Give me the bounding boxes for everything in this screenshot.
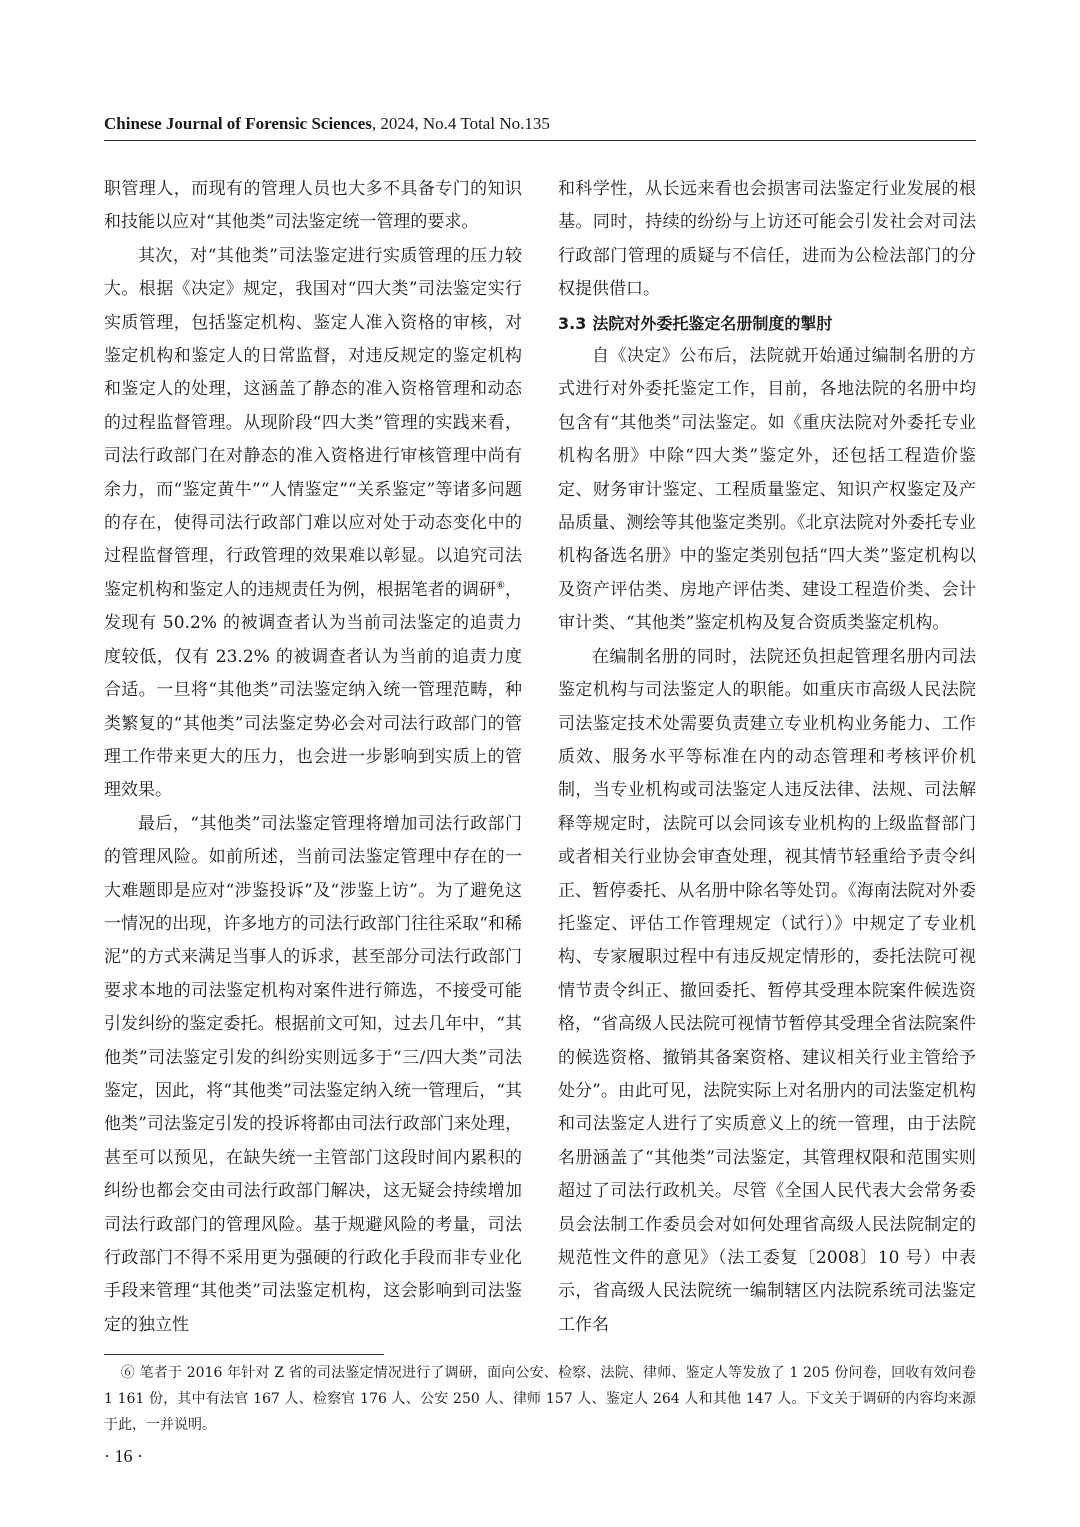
section-title: 法院对外委托鉴定名册制度的掣肘 — [592, 313, 833, 333]
section-number: 3.3 — [558, 313, 587, 333]
left-paragraph-3: 最后，“其他类”司法鉴定管理将增加司法行政部门的管理风险。如前所述，当前司法鉴定管理中存在的一大难题即是应对“涉鉴投诉”及“涉鉴上访”。为了避免这一情况的出现，许多地方的司法行政部门往往采取“和稀泥”的方式来满足当事人的诉求，甚至部分司法行政部门要求本地的司法鉴定机构对案件进行筛选，不接受可能引发纠纷的鉴定委托。根据前文可知，过去几年中，“其他类”司法鉴定引发的纠纷实则远多于“三/四大类”司法鉴定，因此，将“其他类”司法鉴定纳入统一管理后，“其他类”司法鉴定引发的投诉将都由司法行政部门来处理，甚至可以预见，在缺失统一主管部门这段时间内累积的纠纷也都会交由司法行政部门解决，这无疑会持续增加司法行政部门的管理风险。基于规避风险的考量，司法行政部门不得不采用更为强硬的行政化手段而非专业化手段来管理“其他类”司法鉴定机构，这会影响到司法鉴定的独立性 — [104, 813, 522, 1335]
left-paragraph-1: 职管理人，而现有的管理人员也大多不具备专门的知识和技能以应对“其他类”司法鉴定统一管理的要求。 — [104, 179, 522, 233]
right-paragraph-1: 和科学性，从长远来看也会损害司法鉴定行业发展的根基。同时，持续的纷纷与上访还可能会引发社会对司法行政部门管理的质疑与不信任，进而为公检法部门的分权提供借口。 — [558, 179, 976, 300]
footnote-rule — [104, 1354, 384, 1355]
right-paragraph-2: 自《决定》公布后，法院就开始通过编制名册的方式进行对外委托鉴定工作，目前，各地法院的名册中均包含有“其他类”司法鉴定。如《重庆法院对外委托专业机构名册》中除“四大类”鉴定外，还包括工程造价鉴定、财务审计鉴定、工程质量鉴定、知识产权鉴定及产品质量、测绘等其他鉴定类别。《北京法院对外委托专业机构备选名册》中的鉴定类别包括“四大类”鉴定机构以及资产评估类、房地产评估类、建设工程造价类、会计审计类、“其他类”鉴定机构及复合资质类鉴定机构。 — [558, 346, 976, 634]
left-paragraph-2 — [104, 240, 522, 808]
left-column — [104, 173, 522, 1343]
journal-title: Chinese Journal of Forensic Sciences — [104, 114, 372, 133]
running-header — [104, 114, 976, 134]
header-rule — [104, 140, 976, 141]
section-heading — [558, 307, 976, 340]
left-paragraph-2-tail: ，发现有 50.2% 的被调查者认为当前司法鉴定的追责力度较低，仅有 23.2% 的被调查者认为当前的追责力度合适。一旦将“其他类”司法鉴定纳入统一管理范畴，种类繁复的“其他类”司法鉴定势必会对司法行政部门的管理工作带来更大的压力，也会进一步影响到实质上的管理效果。 — [104, 579, 522, 801]
footnote: ⑥ 笔者于 2016 年针对 Z 省的司法鉴定情况进行了调研，面向公安、检察、法院、律师、鉴定人等发放了 1 205 份问卷，回收有效问卷 1 161 份，其中有法官 167 人、检察官 176 人、公安 250 人、律师 157 人、鉴定人 264 人和其他 147 人。下文关于调研的内容均来源于此，一并说明。 — [104, 1365, 976, 1433]
right-paragraph-3: 在编制名册的同时，法院还负担起管理名册内司法鉴定机构与司法鉴定人的职能。如重庆市高级人民法院司法鉴定技术处需要负责建立专业机构业务能力、工作质效、服务水平等标准在内的动态管理和考核评价机制，当专业机构或司法鉴定人违反法律、法规、司法解释等规定时，法院可以会同该专业机构的上级监督部门或者相关行业协会审查处理，视其情节轻重给予责令纠正、暂停委托、从名册中除名等处罚。《海南法院对外委托鉴定、评估工作管理规定（试行）》中规定了专业机构、专家履职过程中有违反规定情形的，委托法院可视情节责令纠正、撤回委托、暂停其受理本院案件候选资格，“省高级人民法院可视情节暂停其受理全省法院案件的候选资格、撤销其备案资格、建议相关行业主管给予处分”。由此可见，法院实际上对名册内的司法鉴定机构和司法鉴定人进行了实质意义上的统一管理，由于法院名册涵盖了“其他类”司法鉴定，其管理权限和范围实则超过了司法行政机关。尽管《全国人民代表大会常务委员会法制工作委员会对如何处理省高级人民法院制定的规范性文件的意见》（法工委复〔2008〕10 号）中表示，省高级人民法院统一编制辖区内法院系统司法鉴定工作名 — [558, 646, 976, 1335]
issue-info: , 2024, No.4 Total No.135 — [371, 114, 550, 133]
right-column — [558, 173, 976, 1343]
footnote-marker[interactable]: ⑥ — [496, 580, 506, 592]
page-number: · 16 · — [104, 1446, 143, 1466]
left-paragraph-2-text: 其次，对“其他类”司法鉴定进行实质管理的压力较大。根据《决定》规定，我国对“四大类”司法鉴定实行实质管理，包括鉴定机构、鉴定人准入资格的审核，对鉴定机构和鉴定人的日常监督，对违反规定的鉴定机构和鉴定人的处理，这涵盖了静态的准入资格管理和动态的过程监督管理。从现阶段“四大类”管理的实践来看，司法行政部门在对静态的准入资格进行审核管理中尚有余力，而“鉴定黄牛”“人情鉴定”“关系鉴定”等诸多问题的存在，使得司法行政部门难以应对处于动态变化中的过程监督管理，行政管理的效果难以彰显。以追究司法鉴定机构和鉴定人的违规责任为例，根据笔者的调研 — [104, 245, 522, 600]
